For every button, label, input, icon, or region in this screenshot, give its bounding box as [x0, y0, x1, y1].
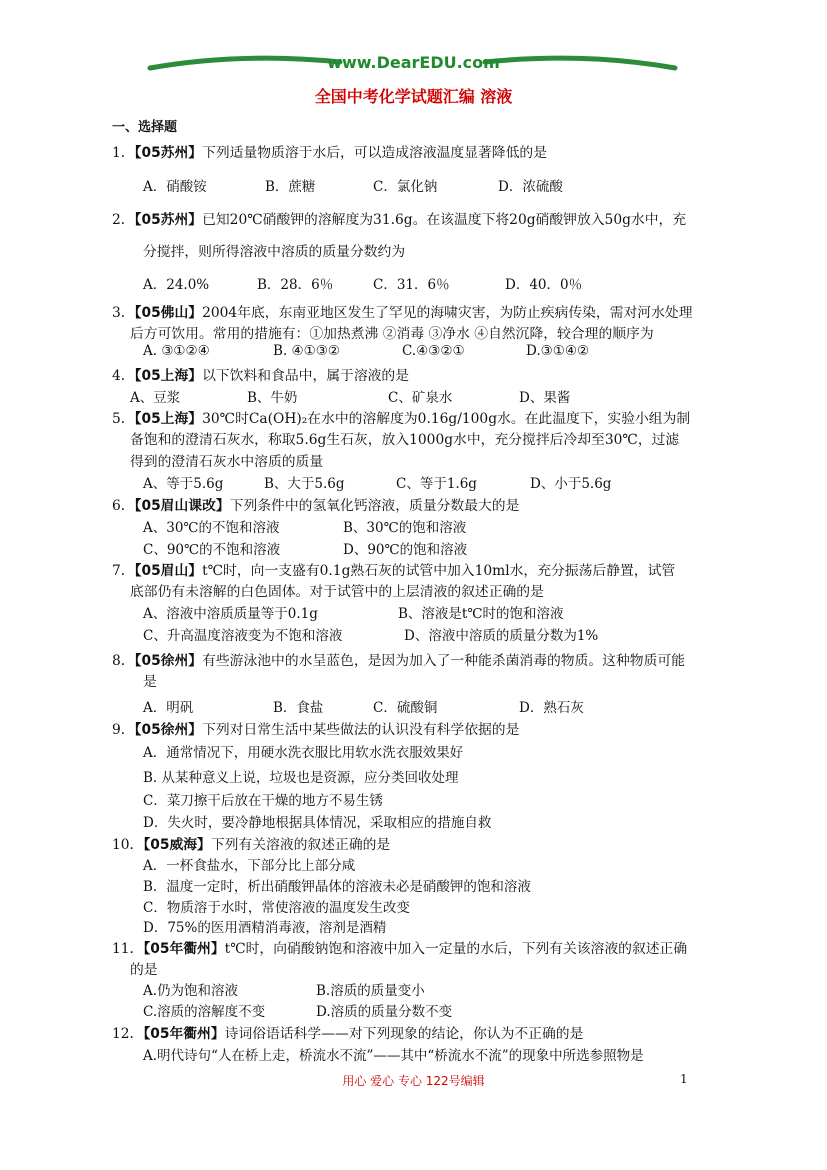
question-source: 【05苏州】 [134, 212, 203, 228]
option-d: D．浓硫酸 [498, 179, 563, 195]
question-text: 有些游泳池中的水呈蓝色，是因为加入了一种能杀菌消毒的物质。这种物质可能 [202, 653, 685, 669]
question-number: 2． [112, 212, 135, 228]
option-b: B．温度一定时，析出硝酸钾晶体的溶液未必是硝酸钾的饱和溶液 [143, 879, 531, 895]
option-c: C、90℃的不饱和溶液 [143, 542, 281, 558]
question-number: 4． [112, 368, 135, 384]
option-a: A、溶液中溶质质量等于0.1g [143, 606, 318, 622]
option-b: B. ④①③② [273, 343, 340, 359]
option-d: D.溶质的质量分数不变 [316, 1004, 453, 1020]
option-c: C．硫酸铜 [373, 700, 438, 716]
option-b: B．蔗糖 [265, 179, 316, 195]
question-8 [112, 649, 685, 669]
option-b: B、30℃的饱和溶液 [343, 520, 467, 536]
question-9 [112, 718, 519, 738]
question-number: 5． [112, 411, 135, 427]
option-b: B．食盐 [273, 700, 324, 716]
option-b: B．28．6％ [257, 277, 334, 293]
question-number: 8． [112, 653, 135, 669]
question-source: 【05眉山课改】 [134, 498, 230, 514]
page-title: 全国中考化学试题汇编 溶液 [314, 87, 513, 106]
option-a: A、30℃的不饱和溶液 [143, 520, 280, 536]
question-text: 下列条件中的氢氧化钙溶液，质量分数最大的是 [229, 498, 520, 514]
option-d: D．75%的医用酒精消毒液，溶剂是酒精 [143, 920, 387, 936]
option-d: D、小于5.6g [530, 476, 612, 492]
question-text-cont: 分搅拌，则所得溶液中溶质的质量分数约为 [143, 244, 406, 260]
option-a: A．硝酸铵 [143, 179, 207, 195]
question-text-cont: 是 [143, 674, 157, 690]
option-d: D、果酱 [519, 390, 571, 406]
question-number: 11． [112, 941, 144, 957]
option-d: D、溶液中溶质的质量分数为1% [404, 628, 599, 644]
section-heading: 一、选择题 [112, 120, 178, 135]
option-c: C．氯化钠 [373, 179, 438, 195]
page-footer: 用心 爱心 专心 122号编辑 [342, 1074, 485, 1088]
option-a: A．通常情况下，用硬水洗衣服比用软水洗衣服效果好 [143, 745, 464, 761]
question-5 [112, 407, 690, 427]
question-text: 以下饮料和食品中，属于溶液的是 [202, 368, 410, 384]
question-4 [112, 364, 409, 384]
option-a: A.仍为饱和溶液 [143, 983, 239, 999]
question-source: 【05年衢州】 [143, 941, 225, 957]
question-source: 【05苏州】 [134, 145, 203, 161]
page-number: 1 [680, 1072, 688, 1086]
option-b: B. 从某种意义上说，垃圾也是资源，应分类回收处理 [143, 770, 459, 786]
question-text-cont: 得到的澄清石灰水中溶质的质量 [130, 454, 324, 470]
option-b: B、牛奶 [247, 390, 298, 406]
option-b: B、大于5.6g [264, 476, 345, 492]
question-source: 【05佛山】 [134, 305, 203, 321]
question-text-cont: 备饱和的澄清石灰水，称取5.6g生石灰，放入1000g水中，充分搅拌后冷却至30℃，过滤 [130, 432, 680, 448]
option-d: D．熟石灰 [519, 700, 584, 716]
question-text: 诗词俗语话科学——对下列现象的结论，你认为不正确的是 [224, 1026, 584, 1042]
option-b: B、溶液是t℃时的饱和溶液 [398, 606, 564, 622]
question-11 [112, 937, 687, 957]
question-text-cont: 的是 [130, 962, 158, 978]
site-url[interactable]: www.DearEDU.com [327, 53, 500, 72]
question-text-cont: 后方可饮用。常用的措施有：①加热煮沸 ②消毒 ③净水 ④自然沉降，较合理的顺序为 [130, 326, 654, 342]
question-source: 【05徐州】 [134, 722, 203, 738]
question-source: 【05威海】 [143, 837, 211, 853]
question-number: 9． [112, 722, 135, 738]
question-number: 3． [112, 305, 135, 321]
question-10 [112, 833, 390, 853]
question-number: 1． [112, 145, 135, 161]
question-3 [112, 301, 693, 321]
option-c: C.④③②① [402, 343, 465, 359]
question-1 [112, 141, 547, 161]
question-source: 【05眉山】 [134, 563, 203, 579]
question-text: 下列对日常生活中某些做法的认识没有科学依据的是 [202, 722, 520, 738]
option-c: C、矿泉水 [388, 390, 453, 406]
question-text-cont: 底部仍有未溶解的白色固体。对于试管中的上层清液的叙述正确的是 [130, 584, 544, 600]
question-number: 7． [112, 563, 135, 579]
option-a: A．一杯食盐水，下部分比上部分咸 [143, 858, 356, 874]
option-c: C、升高温度溶液变为不饱和溶液 [143, 628, 343, 644]
option-b: B.溶质的质量变小 [316, 983, 425, 999]
question-number: 6． [112, 498, 135, 514]
question-text: 下列适量物质溶于水后，可以造成溶液温度显著降低的是 [202, 145, 547, 161]
question-text: 2004年底，东南亚地区发生了罕见的海啸灾害，为防止疾病传染，需对河水处理 [202, 305, 693, 321]
option-a: A．明矾 [143, 700, 194, 716]
option-d: D．失火时，要冷静地根据具体情况，采取相应的措施自救 [143, 815, 492, 831]
option-a: A、等于5.6g [143, 476, 224, 492]
option-c: C.溶质的溶解度不变 [143, 1004, 266, 1020]
option-d: D.③①④② [526, 343, 590, 359]
option-c: C．31．6％ [373, 277, 450, 293]
option-a: A.明代诗句“人在桥上走，桥流水不流”——其中“桥流水不流”的现象中所选参照物是 [143, 1048, 644, 1064]
question-source: 【05年衢州】 [143, 1026, 225, 1042]
question-source: 【05上海】 [134, 368, 203, 384]
option-a: A. ③①②④ [143, 343, 210, 359]
question-6 [112, 494, 519, 514]
option-a: A、豆浆 [130, 390, 181, 406]
question-text: t℃时，向硝酸钠饱和溶液中加入一定量的水后，下列有关该溶液的叙述正确 [224, 941, 688, 957]
question-number: 12． [112, 1026, 144, 1042]
option-d: D．40．0％ [505, 277, 583, 293]
question-2 [112, 208, 686, 228]
question-source: 【05徐州】 [134, 653, 203, 669]
question-text: t℃时，向一支盛有0.1g熟石灰的试管中加入10ml水，充分振荡后静置，试管 [202, 563, 676, 579]
question-12 [112, 1022, 583, 1042]
option-d: D、90℃的饱和溶液 [343, 542, 468, 558]
question-number: 10． [112, 837, 144, 853]
option-c: C．物质溶于水时，常使溶液的温度发生改变 [143, 900, 410, 916]
question-source: 【05上海】 [134, 411, 203, 427]
question-text: 已知20℃硝酸钾的溶解度为31.6g。在该温度下将20g硝酸钾放入50g水中，充 [202, 212, 687, 228]
question-text: 下列有关溶液的叙述正确的是 [210, 837, 391, 853]
option-a: A．24.0% [143, 277, 210, 293]
option-c: C．菜刀擦干后放在干燥的地方不易生锈 [143, 793, 383, 809]
question-7 [112, 559, 675, 579]
question-text: 30℃时Ca(OH)₂在水中的溶解度为0.16g/100g水。在此温度下，实验小组为制 [202, 411, 691, 427]
option-c: C、等于1.6g [396, 476, 477, 492]
